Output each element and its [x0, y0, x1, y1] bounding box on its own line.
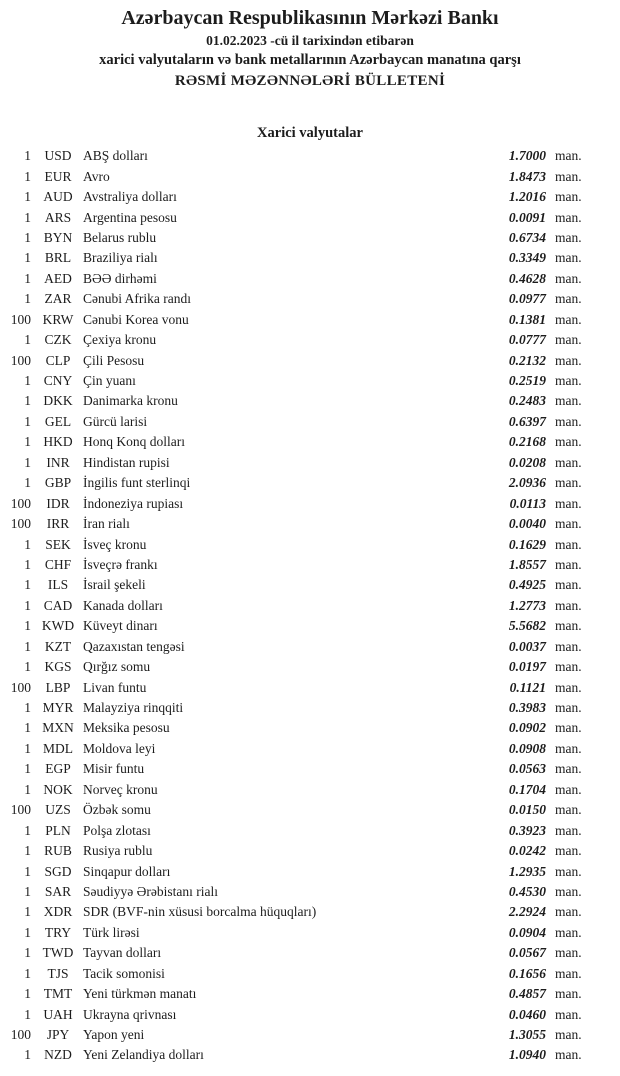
currency-code-cell: BYN [43, 229, 73, 245]
currency-name-cell: Honq Konq dolları [83, 434, 185, 450]
unit-cell: man. [555, 250, 582, 266]
rate-cell: 0.4628 [508, 270, 546, 286]
unit-cell: man. [555, 352, 582, 368]
unit-cell: man. [555, 924, 582, 940]
unit-cell: man. [555, 373, 582, 389]
quantity-cell: 1 [24, 373, 31, 389]
rate-cell: 0.2483 [508, 393, 546, 409]
currency-code-cell: GEL [44, 413, 72, 429]
quantity-cell: 1 [24, 332, 31, 348]
currency-code-cell: KGS [44, 659, 72, 675]
unit-cell: man. [555, 843, 582, 859]
rate-cell: 0.0037 [508, 638, 546, 654]
quantity-cell: 1 [24, 434, 31, 450]
currency-code-cell: EUR [44, 168, 72, 184]
currency-code-cell: TJS [47, 965, 69, 981]
unit-cell: man. [555, 434, 582, 450]
unit-cell: man. [555, 454, 582, 470]
currency-code-cell: MXN [42, 720, 74, 736]
table-row [0, 207, 620, 227]
unit-cell: man. [555, 393, 582, 409]
currency-name-cell: İndoneziya rupiası [83, 495, 184, 511]
currency-name-cell: Argentina pesosu [83, 209, 177, 225]
currency-name-cell: Avstraliya dolları [83, 189, 177, 205]
currency-name-cell: Polşa zlotası [83, 822, 151, 838]
unit-cell: man. [555, 1047, 582, 1063]
table-row [0, 637, 620, 657]
rate-cell: 1.8473 [508, 168, 546, 184]
currency-code-cell: PLN [45, 822, 71, 838]
table-row [0, 1025, 620, 1045]
quantity-cell: 1 [24, 229, 31, 245]
quantity-cell: 1 [24, 189, 31, 205]
unit-cell: man. [555, 536, 582, 552]
currency-name-cell: Hindistan rupisi [83, 454, 170, 470]
quantity-cell: 1 [24, 700, 31, 716]
rate-cell: 0.1629 [508, 536, 546, 552]
currency-code-cell: KZT [44, 638, 72, 654]
unit-cell: man. [555, 883, 582, 899]
table-row [0, 412, 620, 432]
quantity-cell: 1 [24, 209, 31, 225]
currency-name-cell: Cənubi Korea vonu [83, 311, 189, 327]
rate-cell: 1.8557 [508, 556, 546, 572]
quantity-cell: 1 [24, 168, 31, 184]
currency-code-cell: BRL [44, 250, 72, 266]
table-row [0, 800, 620, 820]
currency-code-cell: CZK [44, 332, 72, 348]
unit-cell: man. [555, 822, 582, 838]
unit-cell: man. [555, 413, 582, 429]
currency-code-cell: CAD [43, 597, 73, 613]
table-row [0, 289, 620, 309]
quantity-cell: 1 [24, 413, 31, 429]
currency-name-cell: Cənubi Afrika randı [83, 291, 191, 307]
table-row [0, 677, 620, 697]
table-row [0, 146, 620, 166]
rate-cell: 0.1704 [508, 781, 546, 797]
unit-cell: man. [555, 720, 582, 736]
currency-name-cell: Qırğız somu [83, 659, 151, 675]
currency-name-cell: Səudiyyə Ərəbistanı rialı [83, 883, 218, 899]
currency-code-cell: SAR [44, 883, 72, 899]
unit-cell: man. [555, 516, 582, 532]
currency-name-cell: Gürcü larisi [83, 413, 148, 429]
currency-name-cell: İsveç kronu [83, 536, 147, 552]
quantity-cell: 100 [10, 311, 31, 327]
currency-name-cell: Moldova leyi [83, 740, 156, 756]
rate-cell: 0.0902 [508, 720, 546, 736]
quantity-cell: 1 [24, 577, 31, 593]
table-row [0, 1045, 620, 1065]
unit-cell: man. [555, 291, 582, 307]
unit-cell: man. [555, 1027, 582, 1043]
currency-name-cell: SDR (BVF-nin xüsusi borcalma hüquqları) [83, 904, 317, 920]
currency-name-cell: Yeni Zelandiya dolları [83, 1047, 204, 1063]
quantity-cell: 100 [10, 352, 31, 368]
currency-code-cell: SEK [45, 536, 71, 552]
table-row [0, 820, 620, 840]
quantity-cell: 1 [24, 638, 31, 654]
table-row [0, 166, 620, 186]
currency-code-cell: KRW [42, 311, 74, 327]
quantity-cell: 1 [24, 536, 31, 552]
unit-cell: man. [555, 945, 582, 961]
unit-cell: man. [555, 332, 582, 348]
quantity-cell: 1 [24, 556, 31, 572]
rate-cell: 0.3983 [508, 700, 546, 716]
currency-code-cell: XDR [43, 904, 73, 920]
currency-name-cell: Danimarka kronu [83, 393, 178, 409]
quantity-cell: 1 [24, 924, 31, 940]
unit-cell: man. [555, 148, 582, 164]
currency-name-cell: Braziliya rialı [83, 250, 158, 266]
currency-name-cell: ABŞ dolları [83, 148, 148, 164]
currency-name-cell: Çili Pesosu [83, 352, 145, 368]
unit-cell: man. [555, 495, 582, 511]
currency-name-cell: Yeni türkmən manatı [83, 986, 197, 1002]
rate-cell: 0.2132 [508, 352, 546, 368]
rate-cell: 0.2168 [508, 434, 546, 450]
table-row [0, 371, 620, 391]
table-row [0, 310, 620, 330]
unit-cell: man. [555, 270, 582, 286]
currency-code-cell: TRY [44, 924, 72, 940]
currency-code-cell: AUD [43, 189, 73, 205]
unit-cell: man. [555, 577, 582, 593]
rate-cell: 0.0977 [508, 291, 546, 307]
quantity-cell: 1 [24, 863, 31, 879]
rate-cell: 0.0460 [508, 1006, 546, 1022]
table-row [0, 657, 620, 677]
quantity-cell: 1 [24, 1006, 31, 1022]
currency-code-cell: IDR [46, 495, 70, 511]
rate-cell: 0.3923 [508, 822, 546, 838]
quantity-cell: 1 [24, 945, 31, 961]
currency-code-cell: TMT [43, 986, 73, 1002]
quantity-cell: 1 [24, 883, 31, 899]
unit-cell: man. [555, 311, 582, 327]
currency-name-cell: Küveyt dinarı [83, 618, 158, 634]
table-row [0, 882, 620, 902]
currency-name-cell: Malayziya rinqqiti [83, 700, 184, 716]
quantity-cell: 1 [24, 904, 31, 920]
table-row [0, 269, 620, 289]
currency-code-cell: SGD [44, 863, 72, 879]
rate-cell: 0.0113 [509, 495, 546, 511]
quantity-cell: 1 [24, 965, 31, 981]
unit-cell: man. [555, 965, 582, 981]
currency-code-cell: LBP [45, 679, 71, 695]
currency-name-cell: Meksika pesosu [83, 720, 170, 736]
currency-code-cell: NOK [43, 781, 73, 797]
currency-code-cell: MYR [42, 700, 74, 716]
currency-name-cell: Avro [83, 168, 110, 184]
rate-cell: 0.4857 [508, 986, 546, 1002]
unit-cell: man. [555, 638, 582, 654]
currency-code-cell: JPY [46, 1027, 70, 1043]
rate-cell: 2.0936 [508, 475, 546, 491]
rate-cell: 0.6734 [508, 229, 546, 245]
currency-name-cell: Qazaxıstan tengəsi [83, 638, 185, 654]
quantity-cell: 1 [24, 597, 31, 613]
bulletin-header [0, 0, 620, 92]
rate-cell: 5.5682 [508, 618, 546, 634]
currency-code-cell: ZAR [44, 291, 72, 307]
table-row [0, 759, 620, 779]
table-row [0, 861, 620, 881]
currency-name-cell: Misir funtu [83, 761, 145, 777]
quantity-cell: 100 [10, 679, 31, 695]
table-row [0, 228, 620, 248]
quantity-cell: 1 [24, 986, 31, 1002]
currency-code-cell: ARS [44, 209, 72, 225]
table-row [0, 432, 620, 452]
currency-code-cell: MDL [43, 740, 73, 756]
rate-cell: 0.0908 [508, 740, 546, 756]
rate-cell: 0.1121 [509, 679, 546, 695]
rate-cell: 0.0208 [508, 454, 546, 470]
unit-cell: man. [555, 740, 582, 756]
unit-cell: man. [555, 781, 582, 797]
unit-cell: man. [555, 863, 582, 879]
rate-cell: 1.7000 [508, 148, 546, 164]
rate-cell: 0.4530 [508, 883, 546, 899]
unit-cell: man. [555, 229, 582, 245]
unit-cell: man. [555, 679, 582, 695]
quantity-cell: 1 [24, 148, 31, 164]
unit-cell: man. [555, 556, 582, 572]
unit-cell: man. [555, 659, 582, 675]
unit-cell: man. [555, 209, 582, 225]
currency-name-cell: İsrail şekeli [83, 577, 146, 593]
currency-name-cell: Çexiya kronu [83, 332, 157, 348]
quantity-cell: 1 [24, 843, 31, 859]
unit-cell: man. [555, 1006, 582, 1022]
quantity-cell: 1 [24, 659, 31, 675]
rate-cell: 0.3349 [508, 250, 546, 266]
unit-cell: man. [555, 189, 582, 205]
currency-code-cell: UAH [43, 1006, 73, 1022]
table-row [0, 248, 620, 268]
rate-cell: 0.0777 [508, 332, 546, 348]
currency-code-cell: CHF [44, 556, 72, 572]
quantity-cell: 1 [24, 393, 31, 409]
table-row [0, 330, 620, 350]
quantity-cell: 1 [24, 740, 31, 756]
table-row [0, 534, 620, 554]
table-row [0, 514, 620, 534]
unit-cell: man. [555, 168, 582, 184]
currency-code-cell: RUB [44, 843, 72, 859]
currency-name-cell: Kanada dolları [83, 597, 163, 613]
currency-name-cell: Sinqapur dolları [83, 863, 171, 879]
rate-cell: 0.0242 [508, 843, 546, 859]
currency-code-cell: USD [44, 148, 72, 164]
currency-name-cell: Ukrayna qrivnası [83, 1006, 177, 1022]
unit-cell: man. [555, 597, 582, 613]
currency-name-cell: Özbək somu [83, 802, 151, 818]
currency-code-cell: UZS [45, 802, 71, 818]
rate-cell: 0.0150 [508, 802, 546, 818]
quantity-cell: 100 [10, 495, 31, 511]
quantity-cell: 1 [24, 720, 31, 736]
bulletin-title: RƏSMİ MƏZƏNNƏLƏRİ BÜLLETENİ [174, 73, 446, 89]
currency-code-cell: ILS [47, 577, 69, 593]
currency-code-cell: CLP [45, 352, 71, 368]
unit-cell: man. [555, 700, 582, 716]
currency-name-cell: İngilis funt sterlinqi [83, 475, 191, 491]
table-row [0, 596, 620, 616]
rate-cell: 2.2924 [508, 904, 546, 920]
table-row [0, 943, 620, 963]
currency-code-cell: EGP [45, 761, 71, 777]
subject-line: xarici valyutaların və bank metallarının Azərbaycan manatına qarşı [99, 52, 521, 68]
quantity-cell: 100 [10, 1027, 31, 1043]
currency-name-cell: Belarus rublu [83, 229, 157, 245]
table-row [0, 555, 620, 575]
currency-code-cell: IRR [46, 516, 70, 532]
rate-cell: 0.1381 [508, 311, 546, 327]
quantity-cell: 1 [24, 454, 31, 470]
quantity-cell: 1 [24, 250, 31, 266]
table-row [0, 984, 620, 1004]
section-title-foreign-currencies: Xarici valyutalar [257, 125, 363, 141]
rate-cell: 1.2016 [508, 189, 546, 205]
currency-code-cell: HKD [43, 434, 73, 450]
rate-cell: 1.3055 [508, 1027, 546, 1043]
rate-cell: 0.0197 [508, 659, 546, 675]
quantity-cell: 1 [24, 270, 31, 286]
unit-cell: man. [555, 618, 582, 634]
unit-cell: man. [555, 986, 582, 1002]
quantity-cell: 100 [10, 516, 31, 532]
currency-name-cell: Tayvan dolları [83, 945, 162, 961]
quantity-cell: 100 [10, 802, 31, 818]
rate-cell: 0.0091 [508, 209, 546, 225]
currency-name-cell: Rusiya rublu [83, 843, 153, 859]
table-row [0, 391, 620, 411]
currency-name-cell: Norveç kronu [83, 781, 158, 797]
rate-cell: 0.0567 [508, 945, 546, 961]
table-row [0, 780, 620, 800]
quantity-cell: 1 [24, 475, 31, 491]
currency-name-cell: Tacik somonisi [83, 965, 165, 981]
rate-cell: 0.6397 [508, 413, 546, 429]
currency-name-cell: Çin yuanı [83, 373, 136, 389]
quantity-cell: 1 [24, 618, 31, 634]
table-row [0, 350, 620, 370]
effective-date-line: 01.02.2023 -cü il tarixindən etibarən [206, 33, 414, 48]
table-row [0, 616, 620, 636]
table-row [0, 902, 620, 922]
table-row [0, 1004, 620, 1024]
rate-cell: 0.1656 [508, 965, 546, 981]
table-row [0, 493, 620, 513]
rate-cell: 0.0904 [508, 924, 546, 940]
currency-code-cell: TWD [42, 945, 74, 961]
currency-code-cell: NZD [44, 1047, 72, 1063]
currency-code-cell: INR [46, 454, 70, 470]
table-row [0, 841, 620, 861]
rates-table [0, 146, 620, 1066]
currency-name-cell: Türk lirəsi [83, 924, 140, 940]
table-row [0, 473, 620, 493]
quantity-cell: 1 [24, 761, 31, 777]
unit-cell: man. [555, 904, 582, 920]
rate-cell: 0.2519 [508, 373, 546, 389]
currency-name-cell: Yapon yeni [83, 1027, 145, 1043]
currency-code-cell: KWD [41, 618, 75, 634]
currency-name-cell: BƏƏ dirhəmi [83, 270, 157, 286]
rate-cell: 1.0940 [508, 1047, 546, 1063]
currency-code-cell: GBP [44, 475, 72, 491]
unit-cell: man. [555, 761, 582, 777]
table-row [0, 575, 620, 595]
currency-code-cell: DKK [43, 393, 73, 409]
currency-name-cell: İran rialı [83, 516, 130, 532]
quantity-cell: 1 [24, 291, 31, 307]
rate-cell: 0.0040 [508, 516, 546, 532]
quantity-cell: 1 [24, 781, 31, 797]
table-row [0, 187, 620, 207]
currency-code-cell: CNY [43, 373, 73, 389]
rate-cell: 0.4925 [508, 577, 546, 593]
table-row [0, 698, 620, 718]
rate-cell: 1.2773 [508, 597, 546, 613]
currency-code-cell: AED [44, 270, 72, 286]
table-row [0, 923, 620, 943]
currency-name-cell: Livan funtu [83, 679, 147, 695]
table-row [0, 964, 620, 984]
unit-cell: man. [555, 475, 582, 491]
table-row [0, 453, 620, 473]
rate-cell: 0.0563 [508, 761, 546, 777]
currency-name-cell: İsveçrə frankı [83, 556, 158, 572]
table-row [0, 739, 620, 759]
unit-cell: man. [555, 802, 582, 818]
quantity-cell: 1 [24, 822, 31, 838]
rate-cell: 1.2935 [508, 863, 546, 879]
page-title: Azərbaycan Respublikasının Mərkəzi Bankı [121, 7, 499, 29]
quantity-cell: 1 [24, 1047, 31, 1063]
table-row [0, 718, 620, 738]
